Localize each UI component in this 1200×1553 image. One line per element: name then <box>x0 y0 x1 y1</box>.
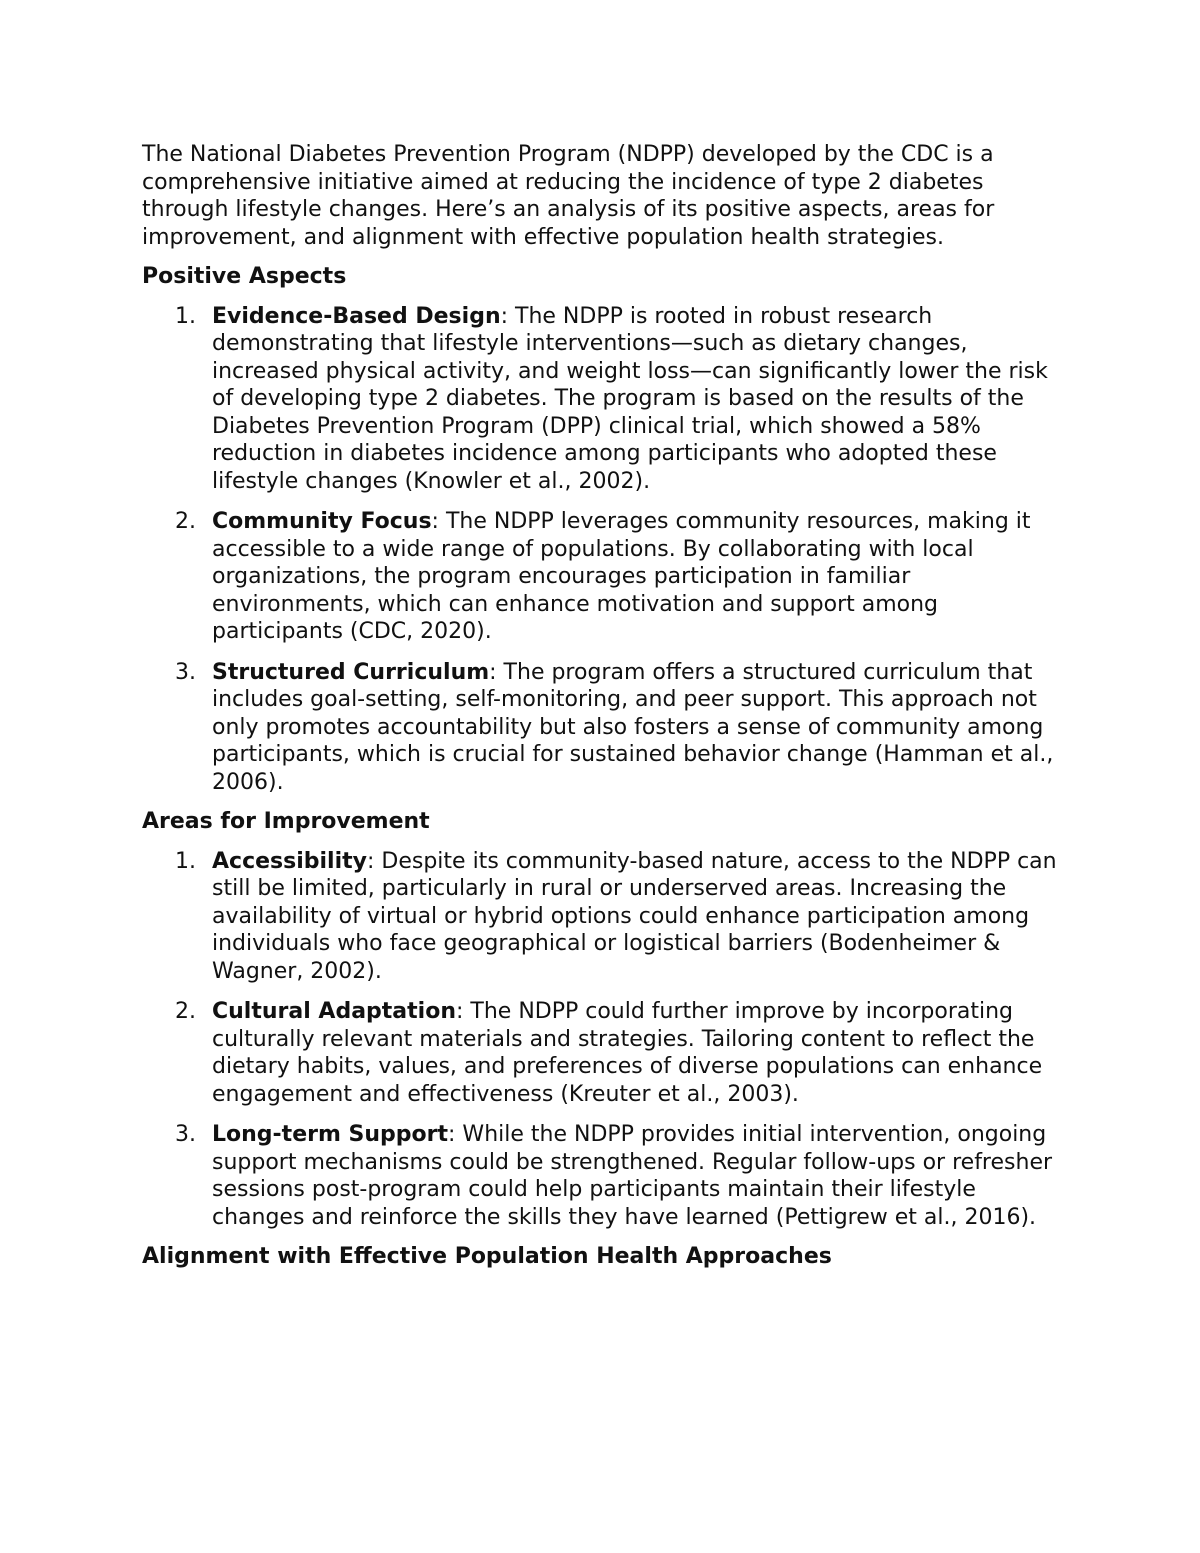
list-item-term: Accessibility <box>212 848 367 874</box>
list-item <box>142 303 1062 496</box>
list-item-text: : Despite its community-based nature, access to the NDPP can still be limited, particularly in rural or underserved areas. Increasing the availability of virtual or hybrid options could enhance participation among individuals who face geographical or logistical barriers (Bodenheimer & Wagner, 2002). <box>212 848 1057 984</box>
list-item <box>142 1121 1062 1231</box>
list-item <box>142 998 1062 1108</box>
document-page <box>142 141 1062 1283</box>
positive-aspects-list <box>142 303 1062 797</box>
areas-for-improvement-list <box>142 848 1062 1232</box>
intro-paragraph: The National Diabetes Prevention Program (NDPP) developed by the CDC is a comprehensive initiative aimed at reducing the incidence of type 2 diabetes through lifestyle changes. Here’s an analysis of its positive aspects, areas for improvement, and alignment with effective population health strategies. <box>142 142 995 250</box>
list-item-term: Long-term Support <box>212 1122 449 1147</box>
list-item-term: Structured Curriculum <box>212 659 490 685</box>
list-item <box>142 508 1062 646</box>
list-item-number: 2. <box>175 509 196 534</box>
list-item-number: 3. <box>175 1122 196 1147</box>
list-item-text: : The NDPP is rooted in robust research demonstrating that lifestyle interventions—such as dietary changes, increased physical activity, and weight loss—can significantly lower the risk of developing type 2 diabetes. The program is based on the results of the Diabetes Prevention Program (DPP) clinical trial, which showed a 58% reduction in diabetes incidence among participants who adopted these lifestyle changes (Knowler et al., 2002). <box>212 303 1048 494</box>
list-item <box>142 848 1062 986</box>
section-heading-alignment: Alignment with Effective Population Health Approaches <box>142 1244 832 1269</box>
list-item-term: Cultural Adaptation <box>212 999 456 1024</box>
list-item-text: : While the NDPP provides initial intervention, ongoing support mechanisms could be strengthened. Regular follow-ups or refresher sessions post-program could help participants maintain their lifestyle changes and reinforce the skills they have learned (Pettigrew et al., 2016). <box>212 1122 1053 1230</box>
list-item-term: Community Focus <box>212 509 432 534</box>
list-item-text: : The NDPP could further improve by incorporating culturally relevant materials and strategies. Tailoring content to reflect the dietary habits, values, and preferences of diverse populations can enhance engagement and effectiveness (Kreuter et al., 2003). <box>212 999 1043 1107</box>
list-item-number: 1. <box>175 848 196 874</box>
section-heading-positive-aspects: Positive Aspects <box>142 264 347 289</box>
section-heading-areas-for-improvement: Areas for Improvement <box>142 809 430 834</box>
list-item-text: : The program offers a structured curriculum that includes goal-setting, self-monitoring, and peer support. This approach not only promotes accountability but also fosters a sense of community among participants, which is crucial for sustained behavior change (Hamman et al., 2006). <box>212 659 1054 795</box>
list-item-number: 3. <box>175 659 196 685</box>
list-item-term: Evidence-Based Design <box>212 303 501 329</box>
list-item <box>142 659 1062 797</box>
list-item-number: 1. <box>175 303 196 329</box>
list-item-number: 2. <box>175 999 196 1024</box>
list-item-text: : The NDPP leverages community resources, making it accessible to a wide range of populations. By collaborating with local organizations, the program encourages participation in familiar environments, which can enhance motivation and support among participants (CDC, 2020). <box>212 509 1031 644</box>
